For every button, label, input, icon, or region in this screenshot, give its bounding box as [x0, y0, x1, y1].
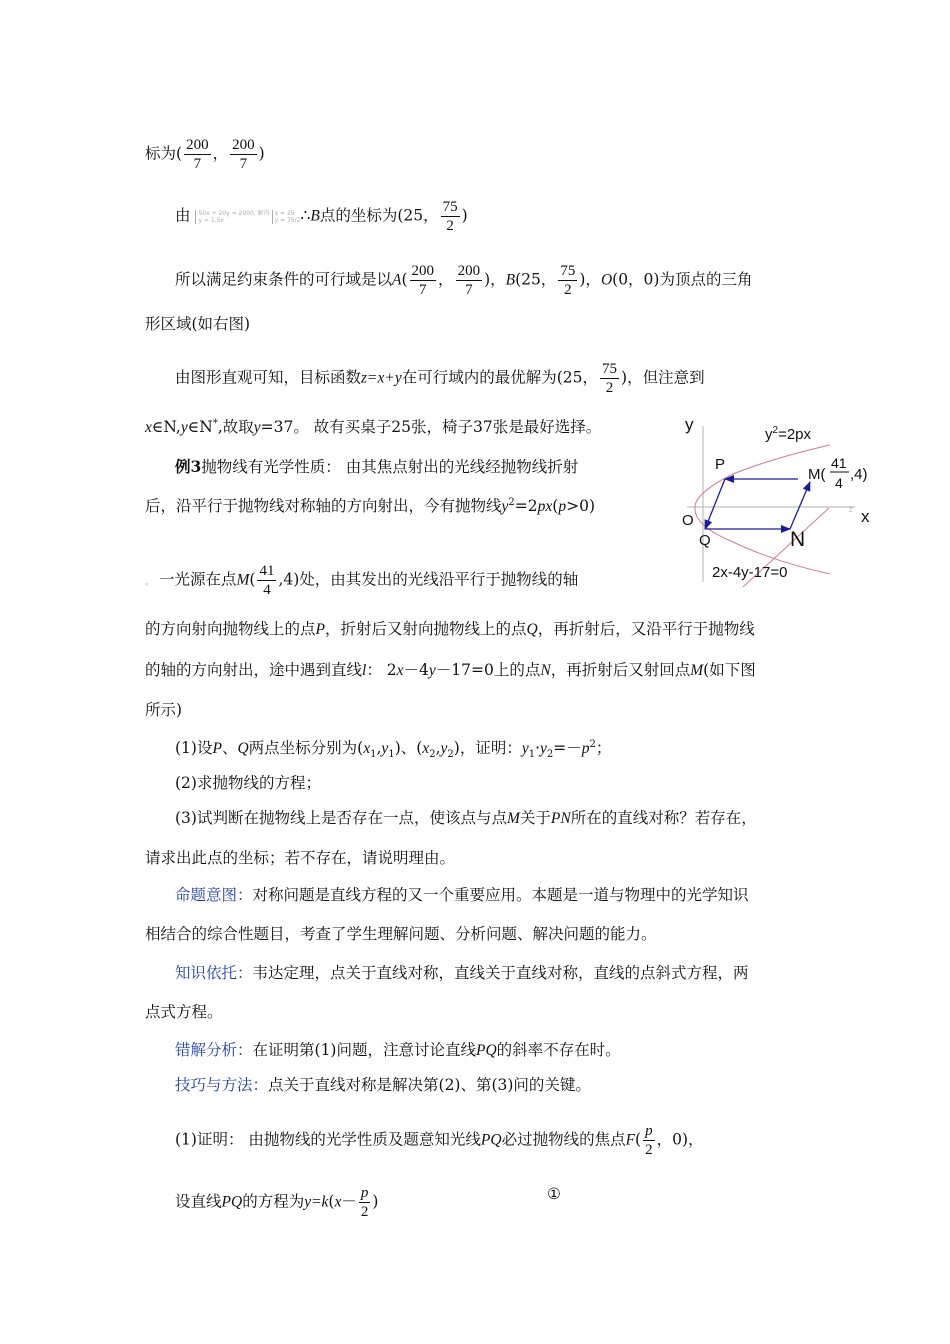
fraction-200-7: $\frac{200}{7}$: [232, 137, 255, 172]
text-line-19: 知识依托：韦达定理，点关于直线对称，直线关于直线对称，直线的点斜式方程，两: [175, 964, 749, 982]
text-line-5: 由图形直观可知，目标函数z=x+y在可行域内的最优解为(25， $\frac{75}{2}$ )，但注意到: [175, 361, 705, 396]
fraction-75-2: $\frac{75}{2}$: [442, 199, 458, 234]
fraction-200-7: $\frac{200}{7}$: [411, 263, 435, 298]
text-line-16: 请求出此点的坐标；若不存在，请说明理由。: [145, 849, 456, 867]
fraction-p-2: $\frac{p}{2}$: [645, 1123, 653, 1158]
origin-label: O: [682, 512, 694, 529]
text-line-18: 相结合的综合性题目，考查了学生理解问题、分析问题、解决问题的能力。: [145, 925, 657, 943]
text-line-8: 后，沿平行于抛物线对称轴的方向射出，今有抛物线$y^2=2px(p>0)$: [145, 496, 595, 515]
point-m-den: 4: [835, 475, 843, 491]
fraction-p-2: $\frac{p}{2}$: [360, 1185, 369, 1220]
text-line-6: x∈N,y∈N*,故取y=37。 故有买桌子25张，椅子37张是最好选择。: [145, 417, 602, 436]
text-line-9: 。 一光源在点M( $\frac{41}{4}$ ,4)处，由其发出的光线沿平行于抛物线的轴: [145, 563, 579, 598]
text-line-3: 所以满足约束条件的可行域是以A( $\frac{200}{7}$ ， $\frac{200}{7}$ )，B(25， $\frac{75}{2}$ )，O(0，0)为顶点的三角: [175, 263, 753, 298]
fraction-41-4: $\frac{41}{4}$: [259, 563, 275, 598]
text-line-21: 错解分析：在证明第(1)问题，注意讨论直线PQ的斜率不存在时。: [175, 1041, 621, 1059]
text-line-22: 技巧与方法：点关于直线对称是解决第(2)、第(3)问的关键。: [175, 1076, 591, 1094]
section-label-error-analysis: 错解分析：: [175, 1041, 253, 1059]
text-line-23: (1)证明： 由抛物线的光学性质及题意知光线PQ必过抛物线的焦点F( $\frac{p}{2}$ ，0)，: [175, 1123, 704, 1158]
fraction-200-7: $\frac{200}{7}$: [457, 263, 481, 298]
section-label-knowledge: 知识依托：: [175, 964, 253, 982]
ray-p-to-q: [705, 479, 725, 529]
equation-system: 50x + 20y = 2000, 解得 y = 1.5x: [195, 210, 269, 224]
example-label: 例3: [175, 457, 202, 476]
line-equation-label: 2x-4y-17=0: [712, 564, 788, 581]
x-axis-label: x: [861, 507, 870, 526]
point-q-label: Q: [699, 532, 711, 549]
fraction-75-2: $\frac{75}{2}$: [560, 263, 576, 298]
parabola-figure: [655, 412, 885, 587]
text-line-13: (1)设P、Q两点坐标分别为$(x_1,y_1)$、$(x_2,y_2)$，证明：$y_1\cdot y_2=-p^2$；: [175, 738, 612, 761]
text-line-15: (3)试判断在抛物线上是否存在一点，使该点与点M关于PN所在的直线对称？若存在，: [175, 809, 757, 827]
point-p-label: P: [715, 456, 726, 473]
text-line-20: 点式方程。: [145, 1003, 223, 1021]
text-line-11: 的轴的方向射出，途中遇到直线l： 2x－4y－17=0上的点N，再折射后又射回点M(如下图: [145, 661, 756, 679]
equation-number-1: ①: [547, 1185, 561, 1203]
text-line-10: 的方向射向抛物线上的点P，折射后又射向抛物线上的点Q，再折射后，又沿平行于抛物线: [145, 620, 755, 638]
section-label-intent: 命题意图：: [175, 886, 253, 904]
point-m-label-a: M(: [808, 466, 826, 483]
text-line-24: 设直线PQ的方程为y=k(x－ $\frac{p}{2}$ ): [175, 1185, 379, 1220]
ray-n-to-m: [790, 482, 810, 529]
parabola-equation-label: $y^2=2px$: [765, 425, 812, 443]
text-line-17: 命题意图：对称问题是直线方程的又一个重要应用。本题是一道与物理中的光学知识: [175, 886, 749, 904]
text-line-7: 例3抛物线有光学性质： 由其焦点射出的光线经抛物线折射: [175, 457, 579, 476]
text-line-12: 所示): [145, 701, 183, 719]
text-line-4: 形区域(如右图): [145, 315, 251, 333]
point-m-num: 41: [831, 455, 847, 471]
tiny-axis-mark: Z: [849, 508, 853, 514]
point-m-label-b: ,4): [850, 466, 868, 483]
equation-solution: x = 25 y = 75/2: [272, 210, 301, 224]
point-n-label: N: [790, 528, 806, 551]
text-line-14: (2)求抛物线的方程；: [175, 774, 321, 792]
section-label-method: 技巧与方法：: [175, 1076, 269, 1094]
fraction-200-7: $\frac{200}{7}$: [186, 137, 209, 172]
y-axis-label: y: [685, 415, 694, 434]
fraction-75-2: $\frac{75}{2}$: [602, 361, 618, 396]
text-line-2: 由 50x + 20y = 2000, 解得 y = 1.5x x = 25 y = 75/2 ∴B点的坐标为(25， $\frac{75}{2}$ ): [175, 199, 468, 234]
text-line-1: 标为( $\frac{200}{7}$ ， $\frac{200}{7}$ ): [145, 137, 265, 172]
